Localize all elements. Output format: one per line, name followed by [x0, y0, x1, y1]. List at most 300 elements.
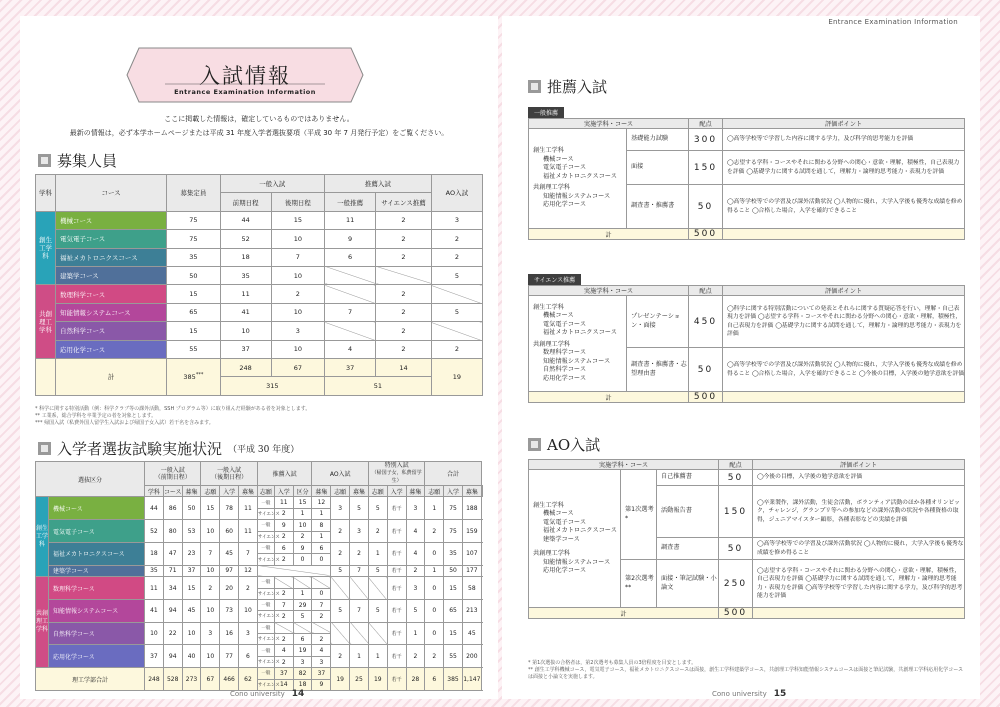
text: 50	[697, 364, 714, 375]
text: 若干	[391, 528, 402, 535]
cell	[331, 622, 350, 645]
text: 82	[298, 669, 307, 677]
text: 67	[293, 363, 302, 372]
cell	[431, 340, 482, 358]
text: 37	[345, 363, 355, 372]
table-row	[36, 248, 483, 266]
cell	[350, 577, 369, 600]
cell	[481, 645, 482, 668]
text: 73	[225, 607, 233, 615]
text: 推薦入試	[272, 471, 297, 478]
text: 150	[723, 506, 748, 517]
cell	[481, 577, 482, 600]
cell	[627, 129, 689, 151]
cell	[239, 599, 258, 622]
text: 5	[357, 504, 361, 512]
course-item	[533, 173, 626, 182]
text: 75	[449, 527, 457, 535]
text: 計	[605, 394, 612, 402]
text: 10	[244, 607, 252, 615]
ao-notes	[528, 660, 964, 681]
cell	[462, 599, 481, 622]
text: 2	[300, 533, 305, 541]
cell	[167, 248, 220, 266]
cell	[312, 554, 331, 565]
course-item	[533, 519, 620, 528]
col-sub	[182, 486, 201, 497]
cell	[368, 565, 387, 576]
course-item	[533, 366, 626, 375]
cell	[431, 322, 482, 340]
cell	[163, 577, 182, 600]
text: 創生工学科	[533, 303, 564, 311]
cell	[723, 151, 965, 185]
table-row	[529, 470, 965, 486]
faculty-label	[36, 497, 49, 577]
text: 自然科学コース	[60, 327, 106, 336]
text: 志願	[428, 488, 441, 496]
col-course: コース	[56, 175, 167, 212]
text: 若干	[391, 585, 402, 592]
table-row	[36, 645, 483, 656]
table-row	[36, 266, 483, 284]
text: 19	[452, 372, 462, 381]
cell	[220, 322, 271, 340]
cell	[293, 497, 312, 508]
text: 6	[300, 635, 305, 643]
text: 78	[225, 504, 233, 512]
cell	[462, 622, 481, 645]
text: 213	[466, 607, 478, 615]
col-course	[529, 119, 689, 129]
table-row	[529, 129, 965, 151]
text: 区分	[296, 488, 309, 496]
text: 15	[449, 630, 457, 638]
cell	[220, 266, 271, 284]
faculty-label	[36, 577, 49, 668]
text: 2	[454, 234, 459, 243]
cell	[431, 266, 482, 284]
text: 20	[225, 584, 233, 592]
text: 建築学コース	[543, 535, 580, 543]
text: 面接・筆記試験・小論文	[661, 575, 717, 591]
text: プレゼンテーション・面接	[631, 313, 681, 329]
table-row	[36, 230, 483, 248]
cell	[274, 497, 293, 508]
cell	[163, 668, 182, 691]
ao-table	[528, 459, 965, 619]
capacity-notes	[35, 406, 310, 427]
cell	[293, 588, 312, 599]
cell	[387, 599, 406, 622]
cell	[293, 531, 312, 542]
text: 合計	[447, 471, 460, 478]
cell	[49, 645, 145, 668]
cell	[49, 565, 145, 576]
cell	[293, 656, 312, 667]
table-row	[36, 520, 483, 531]
fac-a	[533, 304, 626, 313]
text: 知能情報システムコース	[543, 192, 611, 200]
text: 15	[206, 504, 215, 512]
text: 6	[281, 544, 286, 552]
cell	[723, 185, 965, 229]
cell	[49, 577, 145, 600]
text: 実施学科・コース	[583, 288, 634, 295]
text: 一般	[261, 523, 271, 529]
cell	[425, 520, 444, 543]
text: 若干	[391, 608, 402, 615]
text: 3	[357, 527, 361, 535]
cell	[753, 608, 965, 619]
note: ** 創生工学科機械コース，電気電子コース，福祉メカトロニクスコースは面接，創生工学科建築学コース，共創理工学科知能情報システムコースは面接と筆記試験，共創理工学科応用化学コースは面接と小論文を実施します。	[528, 667, 963, 680]
text: 15	[189, 326, 198, 335]
text: サイエンス	[257, 660, 280, 666]
text: 実施学科・コース	[583, 121, 634, 128]
text: 1	[357, 652, 361, 660]
text: 248	[239, 363, 252, 372]
running-header: Entrance Examination Information	[828, 18, 958, 26]
cell	[312, 497, 331, 508]
text: サイエンス	[257, 614, 280, 620]
text: 数理科学コース	[543, 349, 587, 357]
text: 第2次選考 **	[625, 575, 654, 591]
text: 入学	[223, 488, 236, 496]
cell	[239, 542, 258, 565]
cell	[293, 645, 312, 656]
cell	[257, 622, 274, 633]
text: 電気電子コース	[543, 518, 587, 526]
text: 47	[168, 550, 177, 558]
text: 250	[723, 578, 748, 589]
cell	[274, 668, 293, 679]
text: 9	[348, 234, 353, 243]
cell	[220, 303, 271, 321]
text: 0	[300, 556, 305, 564]
text: 活動報告書	[661, 507, 692, 515]
cell	[406, 542, 425, 565]
text: 一般	[261, 648, 271, 654]
text: 37	[241, 345, 250, 354]
course-item	[533, 559, 620, 568]
cell	[257, 520, 274, 531]
cell	[462, 645, 481, 668]
text: 35	[449, 550, 457, 558]
table-row	[36, 497, 483, 508]
cell	[444, 645, 463, 668]
text: 15	[293, 216, 302, 225]
cell	[49, 599, 145, 622]
col-ao: AO入試	[431, 175, 482, 212]
total-row	[529, 608, 965, 619]
col-sub	[293, 486, 312, 497]
cell	[271, 230, 324, 248]
text: ◯高等学校等での学習及び課外活動状況 ◯人物的に優れ，大学入学後も優秀な成績を修め得ること ◯合格した場合，入学を確約できること	[727, 199, 963, 214]
text: 7	[281, 601, 286, 609]
text: 188	[466, 504, 478, 512]
course-item	[533, 510, 620, 519]
cell	[145, 622, 164, 645]
text: 2	[338, 652, 343, 660]
cell	[274, 542, 293, 553]
col-sub	[425, 486, 444, 497]
cell	[376, 322, 432, 340]
cell	[431, 248, 482, 266]
text: 37	[187, 567, 196, 575]
text: 75	[189, 234, 198, 243]
text: 0	[432, 550, 437, 558]
text: 2	[413, 567, 418, 575]
text: サイエンス	[257, 682, 280, 688]
cell	[719, 538, 753, 560]
cell	[201, 645, 220, 668]
cell	[257, 577, 274, 588]
text: 6	[246, 652, 250, 660]
col-sub	[257, 486, 274, 497]
cell	[257, 599, 274, 610]
cell	[376, 358, 432, 376]
text: 177	[466, 567, 478, 575]
text: 273	[185, 675, 198, 683]
text: 28	[411, 675, 420, 683]
text: 86	[168, 504, 177, 512]
cell	[325, 340, 376, 358]
total-row	[529, 229, 965, 240]
text: 2	[295, 290, 300, 299]
text: 62	[244, 675, 252, 683]
text: 15	[187, 584, 196, 592]
cell	[312, 588, 331, 599]
cell	[145, 542, 164, 565]
cell	[376, 230, 432, 248]
text: 計	[620, 610, 627, 618]
text: 機械コース	[53, 505, 83, 513]
cell	[529, 608, 719, 619]
cell	[220, 340, 271, 358]
cell	[220, 230, 271, 248]
cell	[689, 129, 723, 151]
col-sub	[331, 486, 350, 497]
title-box	[125, 46, 365, 104]
cell	[425, 577, 444, 600]
cell	[257, 542, 274, 553]
cell	[257, 668, 274, 679]
text: ◯高等学校等での学習及び課外活動状況 ◯人物的に優れ，大学入学後も優秀な成績を修め得ること	[757, 541, 964, 556]
table-row	[36, 599, 483, 610]
cell	[431, 230, 482, 248]
text: 2	[432, 652, 437, 660]
cell	[49, 622, 145, 645]
cell	[274, 645, 293, 656]
text: 50	[187, 504, 196, 512]
cell	[350, 599, 369, 622]
cell	[220, 248, 271, 266]
cell	[257, 645, 274, 656]
text: 51	[373, 381, 383, 390]
text: 150	[693, 162, 718, 173]
text: 4	[319, 647, 324, 655]
text: 知能情報システムコース	[543, 357, 611, 365]
text: 募集	[315, 488, 328, 496]
text: ◯志望する学科・コースやそれに関わる分野への関心・意欲・理解，積極性，自己表現力を評価 ◯基礎学力に関する試問を通して，理解力・論理的思考能力・表現力を評価 ◯高等学校等で学習した内容に関する学力，及び科学的思考能力を評価	[757, 567, 963, 599]
text: 12	[244, 567, 252, 575]
table-row	[36, 622, 483, 633]
text: 一般入試	[160, 466, 185, 474]
section-heading-ao: AO入試	[528, 434, 600, 455]
cell	[220, 577, 239, 600]
cell	[182, 645, 201, 668]
cell	[431, 211, 482, 229]
cell	[753, 470, 965, 486]
col-category	[36, 462, 145, 497]
text: 500	[693, 392, 718, 402]
col-g2	[201, 462, 257, 486]
text: 53	[187, 527, 196, 535]
cell	[376, 285, 432, 303]
cell	[163, 542, 182, 565]
text: サイエンス	[257, 557, 280, 563]
text: 10	[293, 234, 302, 243]
col-sub	[312, 486, 331, 497]
col-points	[723, 286, 965, 296]
col-capacity: 募集定員	[167, 175, 220, 212]
cell	[56, 285, 167, 303]
cell	[220, 645, 239, 668]
col-sub	[482, 486, 483, 497]
cell	[56, 358, 167, 395]
cell	[444, 599, 463, 622]
text: 50	[727, 472, 744, 483]
cell	[312, 668, 331, 679]
cell	[723, 392, 965, 403]
text: 200	[466, 652, 478, 660]
text: 1	[319, 510, 324, 518]
text: （後期日程）	[211, 473, 248, 481]
cell	[425, 622, 444, 645]
text: 94	[168, 652, 177, 660]
text: 41	[150, 607, 158, 615]
text: 機械コース	[543, 155, 574, 163]
text: 37	[279, 669, 288, 677]
text: 5	[454, 308, 459, 317]
text: 入学	[447, 488, 460, 496]
text: 75	[189, 216, 198, 225]
cell	[331, 645, 350, 668]
cell	[350, 668, 369, 691]
cell	[145, 497, 164, 520]
text: コース	[163, 488, 182, 496]
text: 2	[319, 635, 324, 643]
text: 調査書・推薦書	[631, 202, 675, 210]
text: 7	[208, 550, 213, 558]
text: 10	[241, 326, 250, 335]
cell	[293, 508, 312, 519]
section-heading-recommend: 推薦入試	[528, 76, 607, 97]
cell	[387, 497, 406, 520]
text: 41	[241, 308, 250, 317]
table-row	[36, 285, 483, 303]
text: 22	[168, 630, 177, 638]
text: 電気電子コース	[543, 320, 587, 328]
cell	[529, 229, 689, 240]
cell	[627, 296, 689, 348]
table-row	[36, 668, 483, 679]
text: 315	[266, 381, 279, 390]
cell	[271, 322, 324, 340]
cell	[257, 531, 280, 542]
cell	[167, 230, 220, 248]
text: 共創理工学科	[36, 610, 49, 634]
text: 志願	[259, 488, 272, 496]
text: 電気電子コース	[53, 528, 95, 536]
cell	[182, 622, 201, 645]
text: 23	[187, 550, 196, 558]
text: 10	[187, 630, 196, 638]
text: 19	[336, 675, 344, 683]
text: 配点	[699, 288, 712, 295]
col-score	[719, 460, 753, 470]
text: 11	[345, 216, 355, 225]
col-sub	[368, 486, 387, 497]
text: 志願	[204, 488, 217, 496]
text: 若干	[391, 653, 402, 660]
cell	[462, 668, 481, 691]
cell	[56, 230, 167, 248]
text: 共創理工学科	[533, 184, 571, 192]
text: ◯高等学校等で学習した内容に関する学力，及び科学的思考能力を評価	[727, 136, 914, 143]
fac-a	[533, 147, 626, 156]
text: 3	[295, 326, 300, 335]
cell	[49, 497, 145, 520]
cell	[312, 611, 331, 622]
text: 385	[447, 675, 459, 683]
text: 若干	[391, 568, 402, 575]
cell	[145, 645, 164, 668]
text: ◯今後の目標，入学後の勉学意欲を評価	[757, 474, 863, 481]
square-bullet-icon	[38, 154, 51, 167]
text: 45	[187, 607, 196, 615]
text: 応用化学コース	[543, 201, 587, 209]
text: 2	[413, 652, 418, 660]
course-item	[533, 201, 626, 210]
text: 19	[298, 647, 307, 655]
cell	[257, 611, 280, 622]
cell	[406, 622, 425, 645]
text: 2	[454, 253, 459, 262]
text: 528	[166, 675, 179, 683]
general-recommend-table	[528, 118, 965, 240]
text: サイエンス	[257, 534, 280, 540]
text: サイエンス	[257, 637, 280, 643]
text: 2	[246, 584, 250, 592]
text: 福祉メカトロニクスコース	[543, 172, 617, 180]
cell	[657, 538, 719, 560]
table-row	[36, 577, 483, 588]
cell	[481, 599, 482, 622]
text: 理工学部合計	[72, 676, 109, 684]
text: 電気電子コース	[60, 235, 106, 244]
cell	[271, 303, 324, 321]
text: 1	[319, 533, 324, 541]
text: 自然科学コース	[543, 366, 587, 374]
text: 調査書	[661, 544, 680, 552]
text: 共創理工学科	[533, 550, 571, 557]
text: 機械コース	[543, 312, 574, 320]
page-subtitle: Entrance Examination Information	[174, 88, 316, 96]
text: 2	[401, 308, 406, 317]
text: 14	[279, 681, 288, 689]
cell	[163, 520, 182, 543]
